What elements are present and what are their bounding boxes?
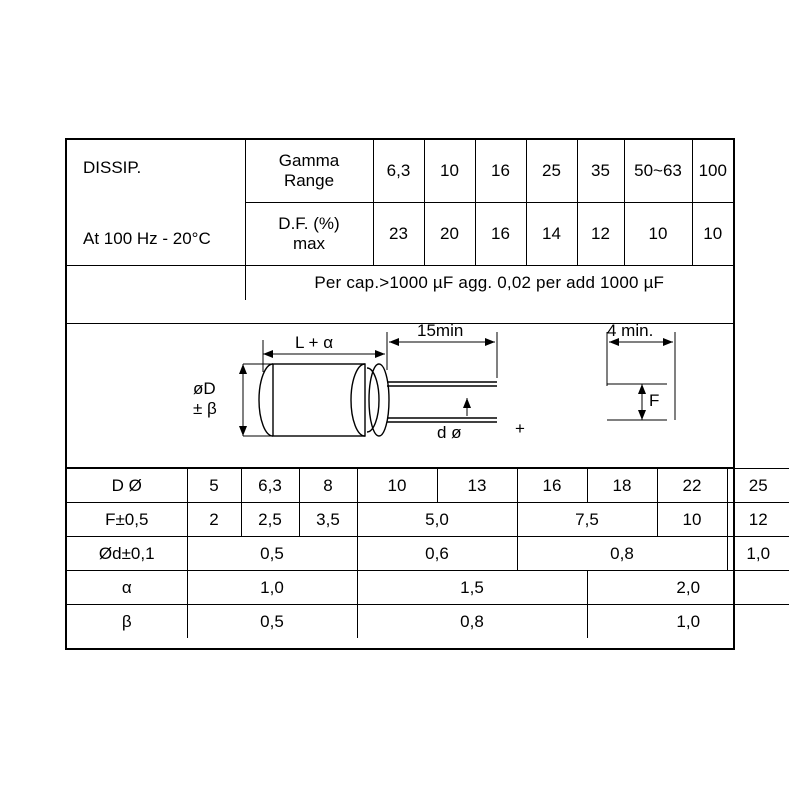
gamma-value: 10	[424, 140, 475, 203]
table-row	[67, 469, 789, 503]
f-value: 7,5	[517, 503, 657, 537]
row-label-d: D Ø	[67, 469, 187, 503]
alpha-value: 1,5	[357, 571, 587, 605]
arrowheads	[239, 338, 673, 436]
dissipation-note: Per cap.>1000 µF agg. 0,02 per add 1000 µF	[245, 266, 733, 301]
dissipation-condition: At 100 Hz - 20°C	[83, 228, 211, 248]
gamma-value: 16	[475, 140, 526, 203]
d-value: 18	[587, 469, 657, 503]
gamma-value: 35	[577, 140, 624, 203]
dim-body-label: L + α	[295, 333, 334, 352]
d-value: 22	[657, 469, 727, 503]
f-value: 10	[657, 503, 727, 537]
d-value: 10	[357, 469, 437, 503]
gamma-range-label-line2: Range	[283, 171, 335, 190]
df-value: 20	[424, 203, 475, 266]
table-row	[67, 266, 733, 301]
row-label-od: Ød±0,1	[67, 537, 187, 571]
datasheet-table	[65, 138, 771, 650]
beta-value: 0,5	[187, 605, 357, 639]
f-value: 12	[727, 503, 789, 537]
df-value: 12	[577, 203, 624, 266]
dimension-table	[67, 468, 771, 638]
d-value: 6,3	[241, 469, 299, 503]
f-value: 3,5	[299, 503, 357, 537]
d-value: 8	[299, 469, 357, 503]
gamma-value: 6,3	[373, 140, 424, 203]
dissipation-title: DISSIP.	[83, 157, 142, 177]
od-value: 0,5	[187, 537, 357, 571]
dissipation-table	[67, 140, 733, 300]
polarity-label: +	[515, 419, 525, 438]
df-value: 16	[475, 203, 526, 266]
dim-f-label: F	[649, 391, 660, 410]
gamma-value: 50~63	[624, 140, 692, 203]
f-value: 2	[187, 503, 241, 537]
dim-lead-label: 15min	[417, 324, 464, 340]
d-value: 13	[437, 469, 517, 503]
dim-diameter-label-line1: øD	[193, 379, 216, 398]
table-row	[67, 571, 789, 605]
df-value: 10	[692, 203, 733, 266]
f-value: 2,5	[241, 503, 299, 537]
beta-value: 0,8	[357, 605, 587, 639]
df-max-label	[245, 203, 373, 266]
row-label-f: F±0,5	[67, 503, 187, 537]
table-row	[67, 503, 789, 537]
capacitor-drawing	[67, 323, 733, 468]
dissipation-block	[67, 140, 733, 323]
capacitor-outline-svg	[67, 324, 733, 467]
dimension-grid	[67, 468, 789, 638]
body-left-cap	[259, 364, 273, 436]
alpha-value: 2,0	[587, 571, 789, 605]
table-row	[67, 537, 789, 571]
row-label-alpha: α	[67, 571, 187, 605]
row-label-beta: β	[67, 605, 187, 639]
gamma-value: 100	[692, 140, 733, 203]
alpha-value: 1,0	[187, 571, 357, 605]
beta-value: 1,0	[587, 605, 789, 639]
d-value: 5	[187, 469, 241, 503]
od-value: 0,8	[517, 537, 727, 571]
gamma-value: 25	[526, 140, 577, 203]
table-row	[67, 140, 733, 203]
dim-diameter-label-line2: ± β	[193, 399, 217, 418]
f-value: 5,0	[357, 503, 517, 537]
d-value: 25	[727, 469, 789, 503]
d-value: 16	[517, 469, 587, 503]
df-value: 23	[373, 203, 424, 266]
spacer-cell	[67, 266, 245, 301]
body-right-cap	[351, 364, 365, 436]
df-value: 14	[526, 203, 577, 266]
lead-dia-label: d ø	[437, 423, 462, 442]
od-value: 1,0	[727, 537, 789, 571]
od-value: 0,6	[357, 537, 517, 571]
gamma-range-label	[245, 140, 373, 203]
df-value: 10	[624, 203, 692, 266]
gamma-range-label-line1: Gamma	[278, 151, 340, 170]
df-max-label-line2: max	[292, 234, 326, 253]
dissipation-title-cell	[67, 140, 245, 266]
df-max-label-line1: D.F. (%)	[278, 214, 340, 233]
dim-right-label: 4 min.	[607, 324, 654, 340]
table-row	[67, 605, 789, 639]
